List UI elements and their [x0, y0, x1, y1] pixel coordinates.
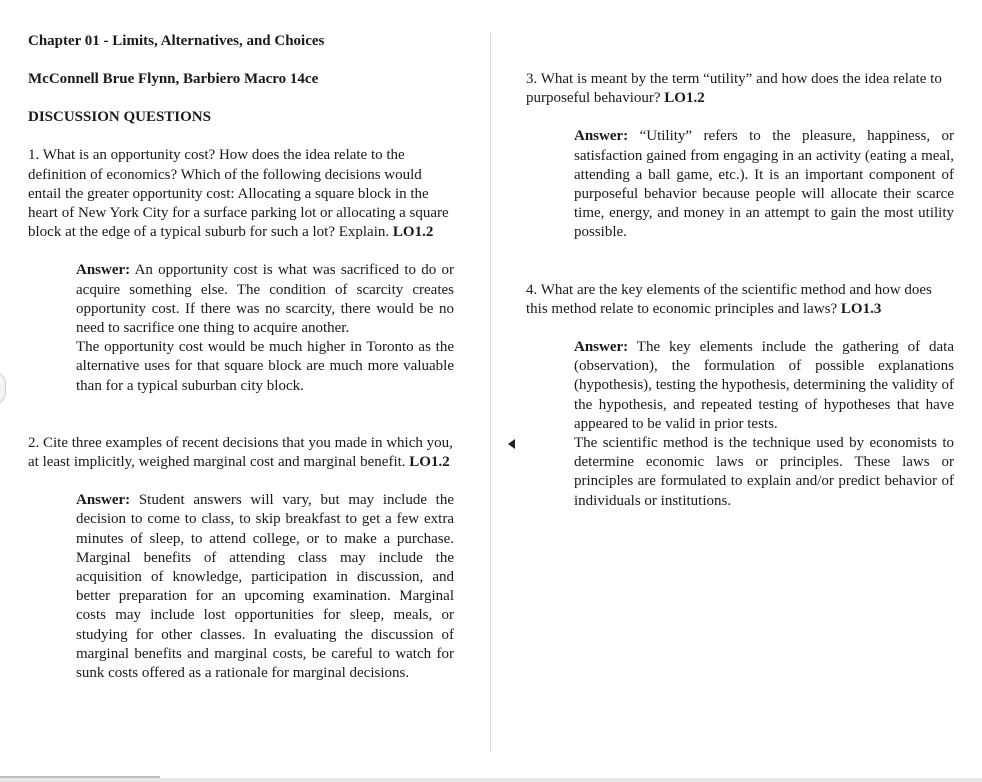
answer-4-text: The key elements include the gathering of data (observation), the formulation of possible explanations (hypothesis), testing the hypothesis, determining the validity of the hypothesis, and repeated testing of hypotheses that have appeared to be valid in prior tests.: [574, 339, 955, 432]
left-page: [28, 30, 454, 683]
answer-1: [76, 261, 454, 395]
answer-3-text: “Utility” refers to the pleasure, happiness, or satisfaction gained from engaging in an activity (eating a meal, attending a ball game, etc.). It is an important component of purposeful behavior because people will allocate their scarce time, energy, and money in an attempt to gain the most utility possible.: [574, 128, 955, 241]
answer-label: Answer:: [574, 339, 629, 356]
bottom-edge: [0, 778, 982, 782]
answer-label: Answer:: [76, 492, 131, 509]
question-4-text: 4. What are the key elements of the scientific method and how does this method relate to economic principles and laws?: [526, 281, 932, 317]
section-heading: DISCUSSION QUESTIONS: [28, 109, 211, 126]
answer-1-text: An opportunity cost is what was sacrificed to do or acquire something else. The condition of scarcity creates opportunity cost. If there was no scarcity, there would be no need to sacrifice one thing to acquire another.: [76, 262, 454, 337]
question-1: [28, 146, 454, 242]
answer-label: Answer:: [574, 128, 629, 145]
question-3-lo: LO1.2: [664, 90, 705, 107]
question-1-lo: LO1.2: [392, 224, 434, 241]
question-2-text: 2. Cite three examples of recent decisions that you made in which you, at least implicitly, weighed marginal cost and marginal benefit.: [28, 434, 453, 471]
answer-2-text: Student answers will vary, but may include the decision to come to class, to skip breakfast to get a few extra minutes of sleep, to attend college, or to make a purchase. Marginal benefits of attending class may include the acquisition of knowledge, participation in discussion, and better preparation for an upcoming examination. Marginal costs may include lost opportunities for sleep, meals, or studying for other classes. In evaluating the discussion of marginal benefits and marginal costs, be careful to watch for sunk costs offered as a rationale for marginal decisions.: [76, 492, 454, 682]
question-2-lo: LO1.2: [409, 454, 450, 471]
question-2: [28, 434, 454, 472]
question-3: [526, 70, 954, 108]
page-scroll-handle[interactable]: [0, 370, 6, 406]
document-title: Chapter 01 - Limits, Alternatives, and Choices: [28, 33, 325, 49]
right-page: [526, 70, 954, 511]
answer-4: [574, 338, 954, 511]
question-4: [526, 281, 954, 319]
caret-left-icon: [508, 439, 515, 449]
answer-1-text-2: The opportunity cost would be much higher in Toronto as the alternative uses for that square block are much more valuable than for a typical suburban city block.: [76, 339, 454, 394]
question-4-lo: LO1.3: [840, 300, 882, 317]
question-3-text: 3. What is meant by the term “utility” and how does the idea relate to purposeful behaviour?: [526, 71, 942, 107]
page-divider: [490, 32, 491, 752]
document-subtitle: McConnell Brue Flynn, Barbiero Macro 14ce: [28, 71, 319, 87]
question-1-text: 1. What is an opportunity cost? How does the idea relate to the definition of economics? Which of the following decisions would entail the greater opportunity cost: Allocating a square block in the heart of New York City for a surface parking lot or allocating a square block at the edge of a typical suburb for such a lot? Explain.: [28, 147, 449, 241]
answer-label: Answer:: [76, 262, 131, 279]
answer-2: [76, 491, 454, 683]
answer-3: [574, 127, 954, 242]
answer-4-text-2: The scientific method is the technique used by economists to determine economic laws or principles. These laws or principles are formulated to explain and/or predict behavior of individuals or institutions.: [574, 435, 954, 509]
